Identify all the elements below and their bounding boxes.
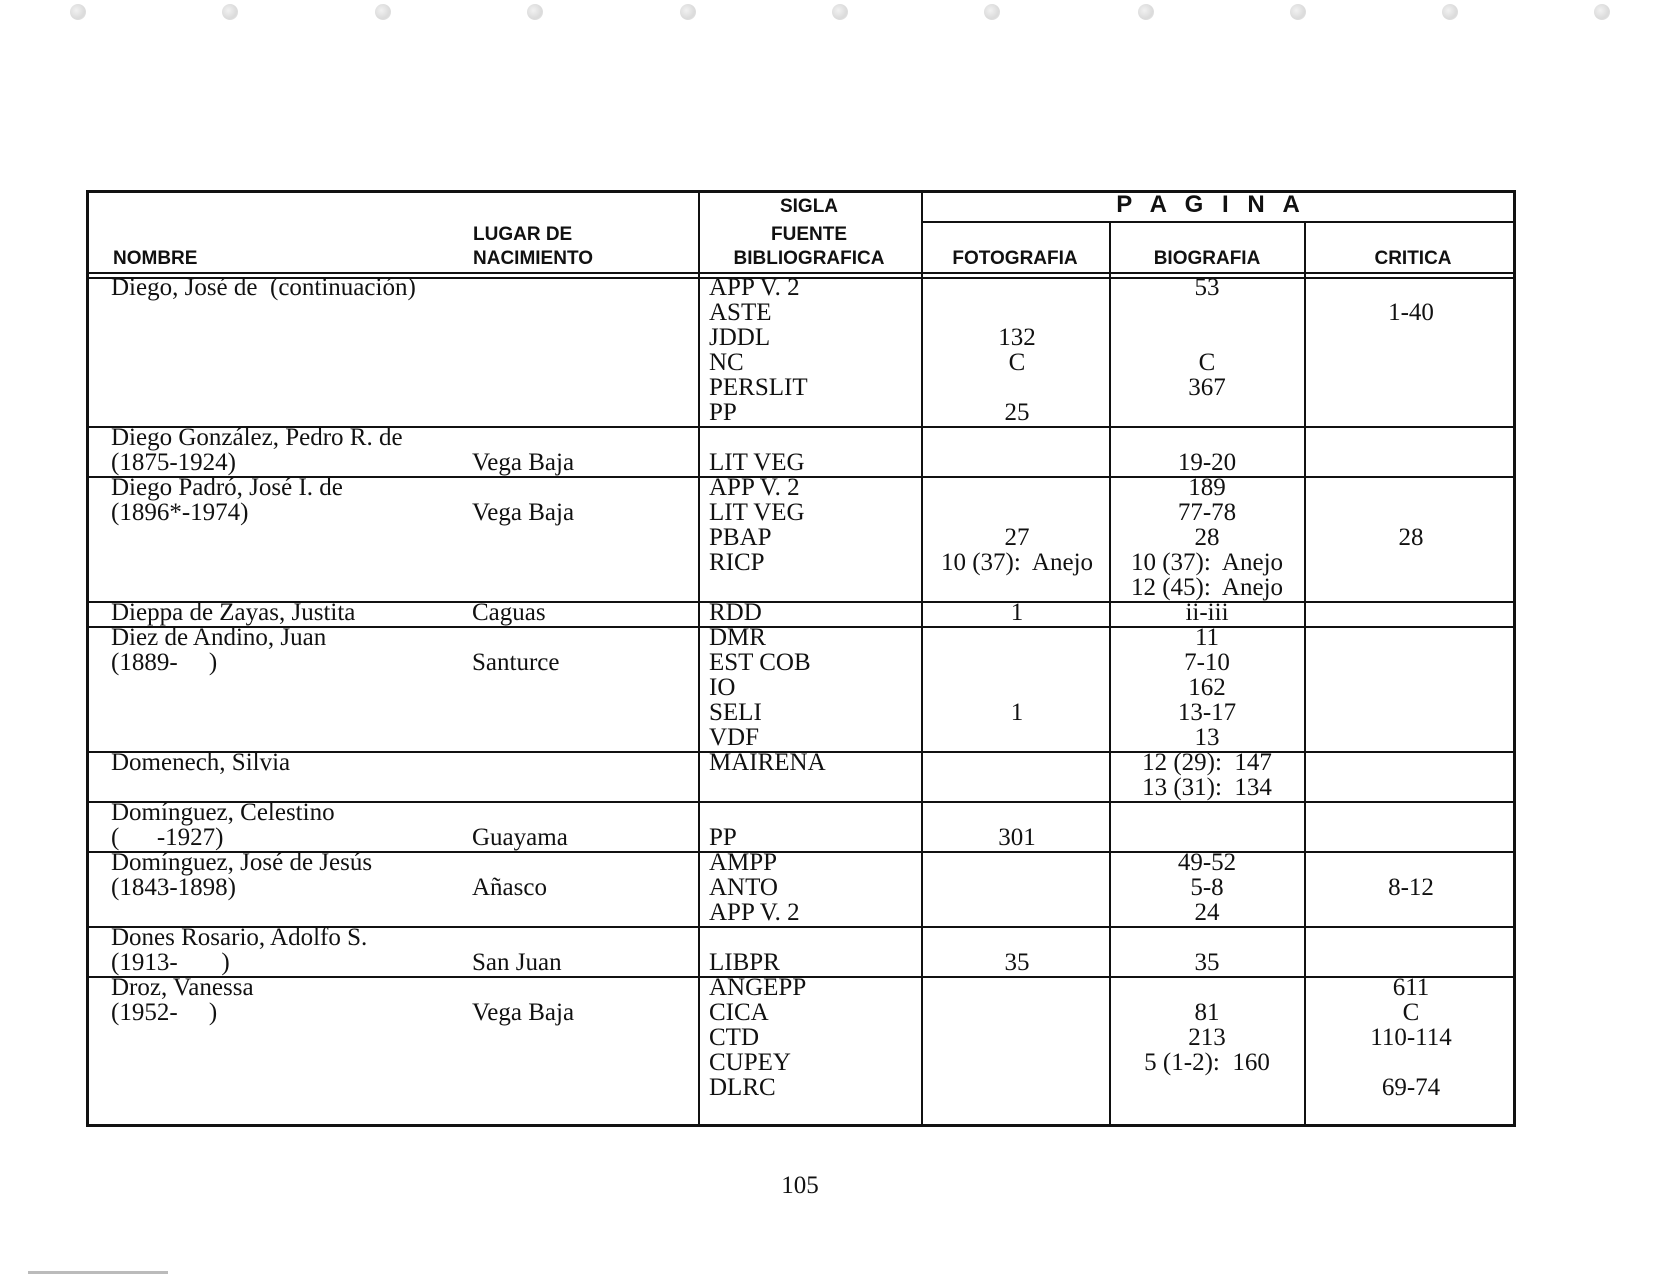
nombre-cell: Domínguez, Celestino — [111, 799, 335, 826]
nombre-cell: (1843-1898) — [111, 874, 236, 901]
biografia-cell: 49-52 — [1177, 849, 1237, 876]
nombre-cell: Diego González, Pedro R. de — [111, 424, 403, 451]
binder-hole — [680, 4, 696, 20]
biografia-cell: 35 — [1194, 949, 1220, 976]
biografia-cell: 81 — [1194, 999, 1220, 1026]
column-rule — [1304, 221, 1306, 1124]
biografia-cell: 12 (45): Anejo — [1130, 574, 1284, 601]
fotografia-cell: C — [1008, 349, 1026, 376]
biografia-cell: 5 (1-2): 160 — [1144, 1049, 1270, 1076]
sigla-cell: PBAP — [709, 524, 772, 551]
sigla-cell: RDD — [709, 599, 762, 626]
biografia-cell: 53 — [1194, 274, 1220, 301]
binder-hole — [222, 4, 238, 20]
biografia-cell: ii-iii — [1185, 599, 1229, 626]
fotografia-cell: 10 (37): Anejo — [940, 549, 1094, 576]
sigla-cell: MAIRENA — [709, 749, 826, 776]
bibliography-table — [86, 190, 1516, 1127]
sigla-cell: AMPP — [709, 849, 778, 876]
nombre-cell: Diego Padró, José I. de — [111, 474, 343, 501]
fotografia-cell: 35 — [1004, 949, 1030, 976]
biografia-cell: 189 — [1188, 474, 1226, 501]
lugar-cell: Caguas — [472, 599, 546, 626]
nombre-cell: (1952- ) — [111, 999, 218, 1026]
sigla-cell: CTD — [709, 1024, 759, 1051]
biografia-cell: 162 — [1188, 674, 1226, 701]
critica-cell: 1-40 — [1388, 299, 1434, 326]
lugar-cell: Vega Baja — [472, 449, 575, 476]
nombre-cell: Diego, José de (continuación) — [111, 274, 416, 301]
header-nombre: NOMBRE — [113, 248, 198, 269]
biografia-cell: 24 — [1194, 899, 1220, 926]
biografia-cell: 5-8 — [1190, 874, 1224, 901]
nombre-cell: (1913- ) — [111, 949, 230, 976]
sigla-cell: ANTO — [709, 874, 778, 901]
fotografia-cell: 301 — [998, 824, 1036, 851]
fotografia-cell: 132 — [998, 324, 1036, 351]
header-lugar-line2: NACIMIENTO — [473, 248, 593, 269]
header-lugar-line1: LUGAR DE — [473, 224, 573, 245]
sigla-cell: RICP — [709, 549, 765, 576]
sigla-cell: ASTE — [709, 299, 772, 326]
critica-cell: 28 — [1398, 524, 1424, 551]
nombre-cell: Dones Rosario, Adolfo S. — [111, 924, 368, 951]
nombre-cell: Domenech, Silvia — [111, 749, 291, 776]
sigla-cell: JDDL — [709, 324, 771, 351]
pagina-rule — [921, 221, 1513, 223]
sigla-cell: PP — [709, 399, 737, 426]
biografia-cell: 77-78 — [1177, 499, 1237, 526]
sigla-cell: PP — [709, 824, 737, 851]
binder-hole — [1594, 4, 1610, 20]
scan-edge-mark — [28, 1271, 168, 1274]
sigla-cell: CICA — [709, 999, 769, 1026]
biografia-cell: 19-20 — [1177, 449, 1237, 476]
biografia-cell: 10 (37): Anejo — [1130, 549, 1284, 576]
sigla-cell: IO — [709, 674, 736, 701]
header-biografia: BIOGRAFIA — [1153, 248, 1261, 269]
binder-hole — [527, 4, 543, 20]
sigla-cell: PERSLIT — [709, 374, 808, 401]
header-bibliografica: BIBLIOGRAFICA — [733, 248, 885, 269]
sigla-cell: DMR — [709, 624, 766, 651]
sigla-cell: NC — [709, 349, 744, 376]
sigla-cell: APP V. 2 — [709, 474, 800, 501]
nombre-cell: Dieppa de Zayas, Justita — [111, 599, 356, 626]
sigla-cell: VDF — [709, 724, 760, 751]
sigla-cell: ANGEPP — [709, 974, 807, 1001]
binder-hole — [984, 4, 1000, 20]
lugar-cell: Añasco — [472, 874, 547, 901]
binder-hole — [1442, 4, 1458, 20]
column-rule — [698, 193, 700, 1124]
column-rule — [1109, 221, 1111, 1124]
lugar-cell: San Juan — [472, 949, 562, 976]
nombre-cell: ( -1927) — [111, 824, 224, 851]
header-fotografia: FOTOGRAFIA — [952, 248, 1078, 269]
biografia-cell: 13-17 — [1177, 699, 1237, 726]
nombre-cell: (1875-1924) — [111, 449, 236, 476]
fotografia-cell: 1 — [1010, 699, 1024, 726]
binder-hole — [375, 4, 391, 20]
biografia-cell: 7-10 — [1184, 649, 1230, 676]
header-pagina: P A G I N A — [1116, 191, 1306, 218]
lugar-cell: Vega Baja — [472, 999, 575, 1026]
binder-hole — [70, 4, 86, 20]
critica-cell: 8-12 — [1388, 874, 1434, 901]
biografia-cell: C — [1198, 349, 1216, 376]
critica-cell: 611 — [1392, 974, 1430, 1001]
header-critica: CRITICA — [1374, 248, 1452, 269]
lugar-cell: Vega Baja — [472, 499, 575, 526]
binder-hole — [832, 4, 848, 20]
sigla-cell: CUPEY — [709, 1049, 791, 1076]
nombre-cell: Droz, Vanessa — [111, 974, 254, 1001]
column-rule — [921, 193, 923, 1124]
biografia-cell: 11 — [1194, 624, 1220, 651]
sigla-cell: APP V. 2 — [709, 274, 800, 301]
nombre-cell: (1896*-1974) — [111, 499, 249, 526]
biografia-cell: 28 — [1194, 524, 1220, 551]
biografia-cell: 13 (31): 134 — [1142, 774, 1272, 801]
sigla-cell: LIT VEG — [709, 449, 805, 476]
nombre-cell: Domínguez, José de Jesús — [111, 849, 373, 876]
critica-cell: 110-114 — [1370, 1024, 1452, 1051]
sigla-cell: EST COB — [709, 649, 811, 676]
sigla-cell: LIT VEG — [709, 499, 805, 526]
nombre-cell: Diez de Andino, Juan — [111, 624, 327, 651]
binder-hole — [1290, 4, 1306, 20]
fotografia-cell: 1 — [1010, 599, 1024, 626]
sigla-cell: APP V. 2 — [709, 899, 800, 926]
biografia-cell: 12 (29): 147 — [1142, 749, 1272, 776]
binder-holes — [0, 0, 1670, 30]
sigla-cell: DLRC — [709, 1074, 776, 1101]
biografia-cell: 13 — [1194, 724, 1220, 751]
biografia-cell: 367 — [1188, 374, 1226, 401]
fotografia-cell: 25 — [1004, 399, 1030, 426]
critica-cell: C — [1402, 999, 1420, 1026]
lugar-cell: Santurce — [472, 649, 560, 676]
sigla-cell: LIBPR — [709, 949, 780, 976]
sigla-cell: SELI — [709, 699, 762, 726]
binder-hole — [1138, 4, 1154, 20]
fotografia-cell: 27 — [1004, 524, 1030, 551]
critica-cell: 69-74 — [1381, 1074, 1441, 1101]
header-sigla: SIGLA — [779, 196, 839, 217]
nombre-cell: (1889- ) — [111, 649, 218, 676]
page-number: 105 — [781, 1172, 819, 1199]
header-fuente: FUENTE — [771, 224, 847, 245]
lugar-cell: Guayama — [472, 824, 568, 851]
biografia-cell: 213 — [1188, 1024, 1226, 1051]
